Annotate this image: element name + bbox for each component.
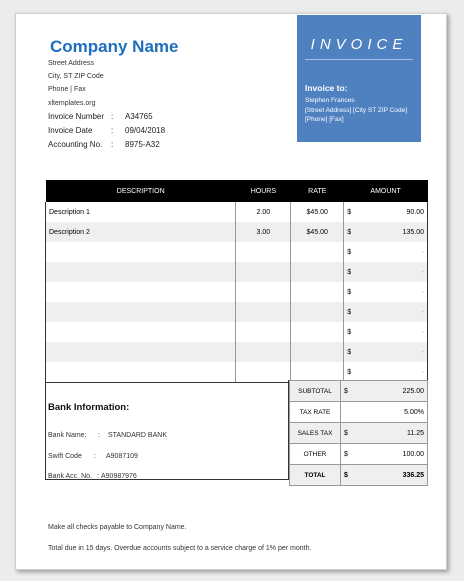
item-hours: 3.00 [236, 222, 291, 242]
header-hours: HOURS [236, 180, 291, 202]
invoice-title: INVOICE [310, 36, 408, 53]
item-amount: - [421, 288, 424, 296]
invoice-to-name: Stephen Frances [305, 97, 355, 104]
swift-code-value: A9087109 [106, 453, 138, 460]
invoice-date-label: Invoice Date [48, 126, 93, 135]
meta-separator: : [111, 112, 114, 121]
currency-symbol: $ [347, 248, 352, 256]
item-description [46, 262, 236, 282]
bank-account-value: A90987976 [101, 473, 137, 480]
item-amount: - [421, 308, 424, 316]
currency-symbol: $ [344, 471, 348, 479]
sales-tax-label: SALES TAX [290, 423, 341, 444]
meta-separator: : [111, 140, 114, 149]
item-amount-cell [344, 322, 428, 342]
subtotal-label: SUBTOTAL [290, 381, 341, 402]
footer-payable-note: Make all checks payable to Company Name. [48, 524, 187, 531]
item-amount-cell [344, 222, 428, 242]
swift-code-label: Swift Code [48, 453, 82, 460]
other-value-cell [341, 444, 428, 465]
subtotal-value: 225.00 [402, 387, 424, 395]
item-description [46, 282, 236, 302]
invoice-to-contact: [Phone] [Fax] [305, 116, 344, 123]
item-amount-cell [344, 242, 428, 262]
currency-symbol: $ [344, 450, 348, 458]
invoice-to-label: Invoice to: [305, 83, 348, 93]
item-rate [291, 242, 344, 262]
item-rate [291, 342, 344, 362]
totals-row [290, 465, 428, 486]
swift-code-row [48, 453, 138, 460]
currency-symbol: $ [347, 368, 352, 376]
header-description: DESCRIPTION [46, 180, 236, 202]
item-rate: $45.00 [291, 222, 344, 242]
item-rate: $45.00 [291, 202, 344, 222]
sales-tax-value: 11.25 [407, 429, 424, 437]
currency-symbol: $ [347, 308, 352, 316]
table-row [46, 322, 428, 342]
item-hours [236, 342, 291, 362]
currency-symbol: $ [344, 429, 348, 437]
company-city: City, ST ZIP Code [48, 73, 104, 80]
item-rate [291, 302, 344, 322]
item-rate [291, 262, 344, 282]
invoice-number-value: A34765 [125, 112, 153, 121]
item-description: Description 1 [46, 202, 236, 222]
totals-table [289, 380, 428, 486]
total-label: TOTAL [290, 465, 341, 486]
item-description [46, 342, 236, 362]
item-hours: 2.00 [236, 202, 291, 222]
bank-account-row [48, 473, 137, 480]
item-amount: 90.00 [406, 208, 424, 216]
item-hours [236, 302, 291, 322]
invoice-page [15, 13, 447, 570]
item-description [46, 242, 236, 262]
table-row [46, 262, 428, 282]
item-amount: - [421, 268, 424, 276]
item-hours [236, 282, 291, 302]
header-amount: AMOUNT [344, 180, 428, 202]
invoice-to-address-block [305, 96, 417, 125]
item-description: Description 2 [46, 222, 236, 242]
table-row [46, 302, 428, 322]
subtotal-value-cell [341, 381, 428, 402]
header-rate: RATE [291, 180, 344, 202]
item-rate [291, 322, 344, 342]
accounting-no-value: 8975-A32 [125, 140, 160, 149]
item-amount-cell [344, 262, 428, 282]
items-table [45, 180, 428, 383]
currency-symbol: $ [347, 288, 352, 296]
bank-account-label: Bank Acc. No. [48, 473, 92, 480]
bank-name-row [48, 432, 167, 439]
item-hours [236, 262, 291, 282]
bank-name-label: Bank Name: [48, 432, 87, 439]
total-value-cell [341, 465, 428, 486]
item-amount: - [421, 368, 424, 376]
invoice-to-box [297, 15, 421, 142]
invoice-title-rule [305, 59, 413, 60]
item-hours [236, 242, 291, 262]
company-street: Street Address [48, 60, 94, 67]
table-row [46, 222, 428, 242]
totals-row [290, 381, 428, 402]
item-amount: 135.00 [402, 228, 424, 236]
item-description [46, 322, 236, 342]
totals-row [290, 402, 428, 423]
company-phone: Phone | Fax [48, 86, 86, 93]
other-label: OTHER [290, 444, 341, 465]
table-row [46, 242, 428, 262]
bank-title: Bank Information: [48, 402, 130, 413]
total-value: 336.25 [402, 471, 424, 479]
item-amount-cell [344, 302, 428, 322]
currency-symbol: $ [347, 228, 352, 236]
table-row [46, 342, 428, 362]
item-amount-cell [344, 282, 428, 302]
sales-tax-value-cell [341, 423, 428, 444]
tax-rate-label: TAX RATE [290, 402, 341, 423]
company-name: Company Name [50, 37, 179, 56]
table-row [46, 202, 428, 222]
meta-separator: : [111, 126, 114, 135]
table-row [46, 282, 428, 302]
currency-symbol: $ [347, 268, 352, 276]
bank-separator: : [98, 432, 100, 439]
tax-rate-value-cell [341, 402, 428, 423]
item-hours [236, 322, 291, 342]
tax-rate-value: 5.00% [404, 408, 424, 416]
bank-name-value: STANDARD BANK [108, 432, 167, 439]
invoice-number-label: Invoice Number [48, 112, 105, 121]
currency-symbol: $ [344, 387, 348, 395]
item-amount-cell [344, 202, 428, 222]
currency-symbol: $ [347, 208, 352, 216]
other-value: 100.00 [402, 450, 424, 458]
accounting-no-label: Accounting No. [48, 140, 103, 149]
item-amount: - [421, 328, 424, 336]
item-amount-cell [344, 342, 428, 362]
invoice-date-value: 09/04/2018 [125, 126, 166, 135]
footer-terms-note: Total due in 15 days. Overdue accounts subject to a service charge of 1% per month. [48, 545, 312, 552]
item-rate [291, 282, 344, 302]
bank-separator: : [97, 473, 99, 480]
totals-row [290, 444, 428, 465]
item-amount: - [421, 348, 424, 356]
invoice-to-address: [Street Address] [City ST ZIP Code] [305, 106, 407, 114]
item-amount: - [421, 248, 424, 256]
totals-row [290, 423, 428, 444]
bank-information [45, 380, 289, 480]
currency-symbol: $ [347, 328, 352, 336]
items-header-row [46, 180, 428, 202]
item-description [46, 302, 236, 322]
bank-separator: : [94, 453, 96, 460]
company-website: xltemplates.org [48, 100, 96, 107]
currency-symbol: $ [347, 348, 352, 356]
